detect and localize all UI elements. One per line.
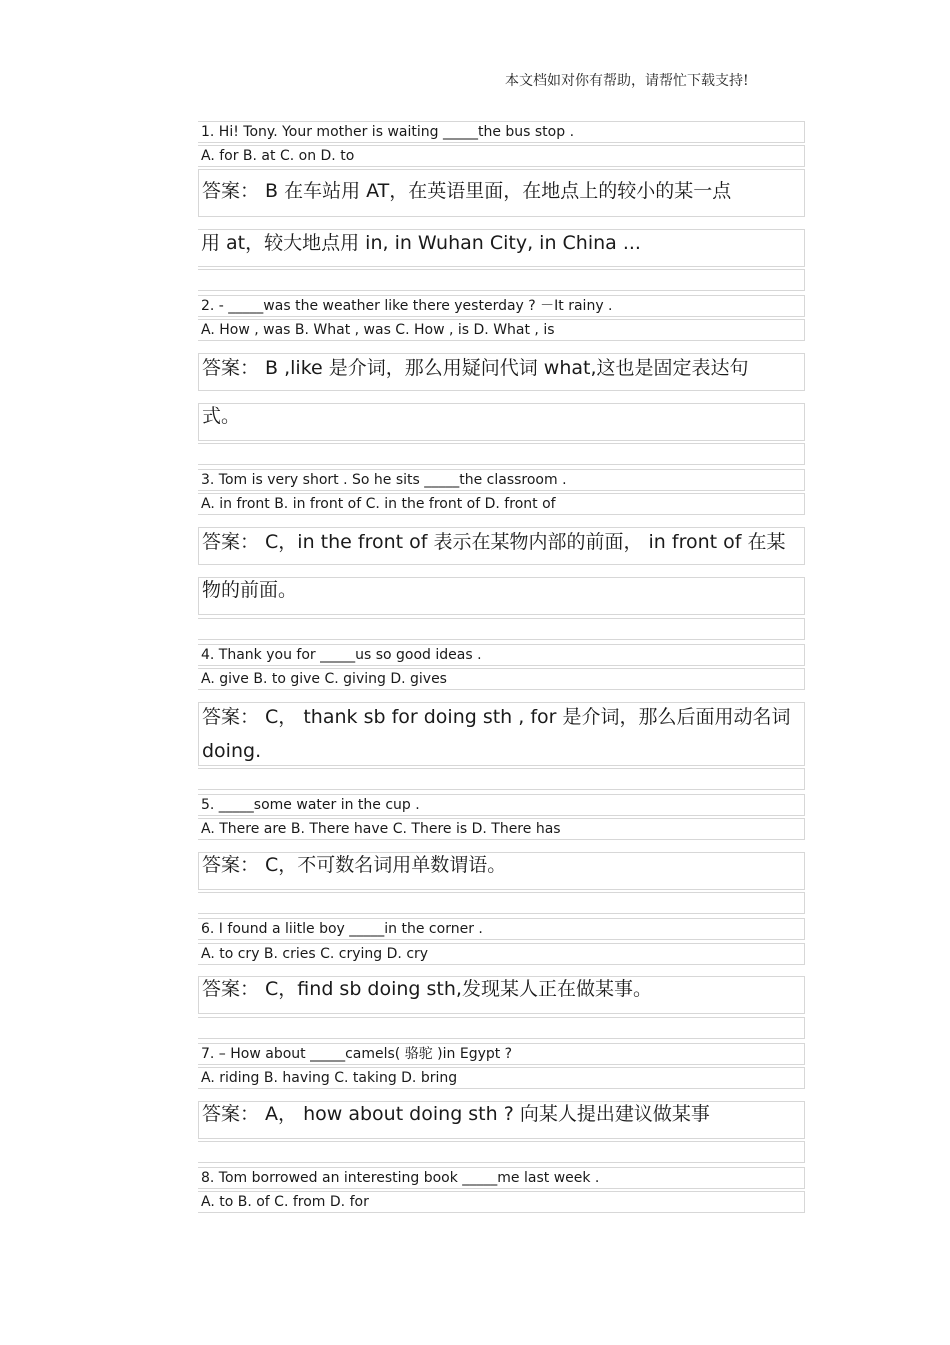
question-row [198, 794, 805, 816]
question-text: 4. Thank you for _____us so good ideas . [201, 647, 482, 663]
question-text: 5. _____some water in the cup . [201, 797, 420, 813]
answer-text: 答案： B ,like 是介词，那么用疑问代词 what,这也是固定表达句 [202, 357, 749, 379]
answer-row [198, 527, 805, 565]
answer-text: 答案： C， thank sb for doing sth , for 是介词，那么后面用动名词 [202, 706, 791, 728]
spacer-row [198, 1017, 805, 1039]
options-row [198, 668, 805, 690]
download-request-note: 本文档如对你有帮助，请帮忙下载支持! [505, 73, 749, 89]
answer-text: 式。 [202, 405, 241, 427]
options-text: A. riding B. having C. taking D. bring [201, 1070, 458, 1086]
question-row [198, 1167, 805, 1189]
answer-row [198, 976, 805, 1014]
answer-text: 物的前面。 [202, 579, 298, 601]
question-text: 3. Tom is very short . So he sits _____the classroom . [201, 472, 567, 488]
question-text: 1. Hi! Tony. Your mother is waiting _____the bus stop . [201, 124, 575, 140]
answer-text: 用 at，较大地点用 in, in Wuhan City, in China ... [201, 232, 641, 254]
options-row [198, 1067, 805, 1089]
question-row [198, 469, 805, 491]
options-text: A. in front B. in front of C. in the front of D. front of [201, 496, 556, 512]
answer-row [198, 353, 805, 391]
answer-row [198, 702, 805, 766]
answer-text: 答案： C，find sb doing sth,发现某人正在做某事。 [202, 978, 652, 1000]
question-row [198, 121, 805, 143]
answer-text: 答案： A， how about doing sth ? 向某人提出建议做某事 [202, 1103, 710, 1125]
spacer-row [198, 443, 805, 465]
spacer-row [198, 269, 805, 291]
question-row [198, 644, 805, 666]
answer-row [198, 1101, 805, 1139]
options-text: A. give B. to give C. giving D. gives [201, 671, 447, 687]
options-text: A. to B. of C. from D. for [201, 1194, 369, 1210]
answer-row [198, 577, 805, 615]
answer-row [198, 229, 805, 267]
question-row [198, 295, 805, 317]
options-row [198, 943, 805, 965]
answer-text: 答案： C，in the front of 表示在某物内部的前面， in front of 在某 [202, 531, 786, 553]
spacer-row [198, 618, 805, 640]
question-row [198, 1043, 805, 1065]
options-row [198, 319, 805, 341]
spacer-row [198, 1141, 805, 1163]
spacer-row [198, 892, 805, 914]
answer-row [198, 852, 805, 890]
options-row [198, 145, 805, 167]
answer-row [198, 169, 805, 217]
answer-text: doing. [202, 740, 262, 762]
question-text: 7. – How about _____camels( 骆驼 )in Egypt ? [201, 1046, 513, 1062]
question-text: 8. Tom borrowed an interesting book _____me last week . [201, 1170, 600, 1186]
options-text: A. for B. at C. on D. to [201, 148, 355, 164]
question-text: 2. - _____was the weather like there yesterday ? －It rainy . [201, 298, 613, 314]
question-row [198, 918, 805, 940]
options-row [198, 1191, 805, 1213]
answer-text: 答案： B 在车站用 AT，在英语里面，在地点上的较小的某一点 [202, 180, 732, 202]
spacer-row [198, 768, 805, 790]
options-row [198, 818, 805, 840]
options-row [198, 493, 805, 515]
question-text: 6. I found a liitle boy _____in the corner . [201, 921, 483, 937]
options-text: A. to cry B. cries C. crying D. cry [201, 946, 429, 962]
answer-text: 答案： C，不可数名词用单数谓语。 [202, 854, 507, 876]
options-text: A. There are B. There have C. There is D. There has [201, 821, 561, 837]
answer-row [198, 403, 805, 441]
options-text: A. How , was B. What , was C. How , is D. What , is [201, 322, 555, 338]
